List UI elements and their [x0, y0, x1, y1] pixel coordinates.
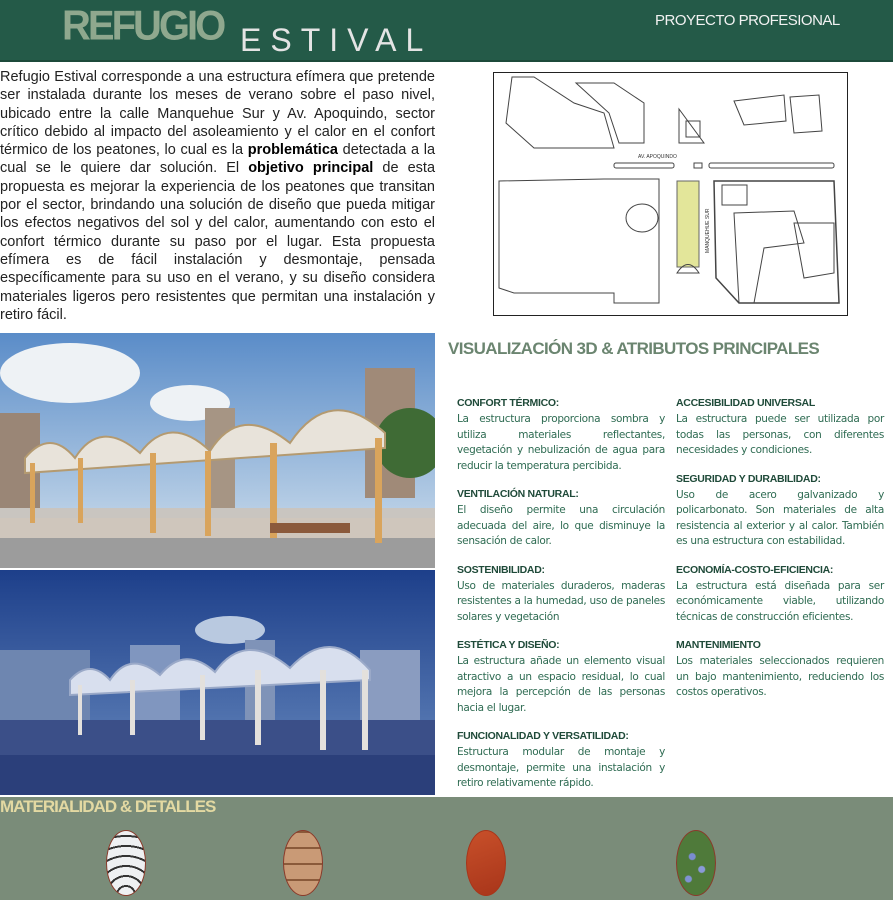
render-dusk — [0, 570, 435, 795]
render-day — [0, 333, 435, 568]
attribute-title: ESTÉTICA Y DISEÑO: — [457, 639, 560, 651]
attribute-estetica — [457, 639, 665, 716]
logo-refugio: REFUGIO — [62, 2, 224, 50]
material-wood-image — [283, 830, 323, 896]
attribute-economia — [676, 564, 884, 626]
attribute-title: SOSTENIBILIDAD: — [457, 563, 545, 576]
attribute-title: FUNCIONALIDAD Y VERSATILIDAD: — [457, 730, 629, 742]
attribute-title: SEGURIDAD Y DURABILIDAD: — [676, 472, 821, 485]
attribute-text: Uso de materiales duraderos, maderas resistentes a la humedad, uso de paneles solares y vegetación — [457, 579, 665, 623]
attribute-accesibilidad — [676, 397, 884, 459]
material-polycarbonate-image — [106, 830, 146, 896]
material-vegetation-image — [676, 830, 716, 896]
project-subtitle: PROYECTO PROFESIONAL — [655, 12, 840, 29]
attributes-right-column — [676, 397, 884, 715]
site-map — [493, 72, 848, 316]
attribute-text: Estructura modular de montaje y desmontaje, permite una instalación y retiro relativamente rápido. — [457, 746, 665, 789]
attribute-title: ECONOMÍA-COSTO-EFICIENCIA: — [676, 563, 834, 576]
attribute-title: ACCESIBILIDAD UNIVERSAL — [676, 397, 815, 409]
material-corten-steel-image — [466, 830, 506, 896]
attribute-seguridad — [676, 473, 884, 550]
intro-paragraph — [0, 68, 435, 324]
attribute-title: VENTILACIÓN NATURAL: — [457, 488, 579, 500]
intro-text: detectada a la cual se le quiere dar solución. El — [0, 142, 436, 177]
attribute-title: CONFORT TÉRMICO: — [457, 397, 559, 409]
attribute-confort-termico — [457, 397, 665, 474]
map-label-manquehue: MANQUEHUE SUR — [705, 208, 711, 253]
attribute-text: Uso de acero galvanizado y policarbonato. Son materiales de alta resistencia al exterior y al calor. También es una estructura con estabilidad. — [676, 488, 884, 547]
attribute-text: Los materiales seleccionados requieren un bajo mantenimiento, reduciendo los costos operativos. — [676, 655, 884, 698]
attribute-ventilacion — [457, 488, 665, 550]
attribute-text: La estructura puede ser utilizada por todas las personas, con diferentes necesidades y condiciones. — [676, 413, 884, 456]
intro-bold-objective: objetivo principal — [248, 160, 374, 177]
header — [0, 0, 893, 62]
attribute-title: MANTENIMIENTO — [676, 639, 761, 651]
attribute-text: La estructura está diseñada para ser económicamente viable, utilizando técnicas de construcción eficientes. — [676, 579, 884, 623]
attribute-text: La estructura añade un elemento visual atractivo a un espacio residual, lo cual mejora la percepción de las personas hacia el lugar. — [457, 655, 665, 714]
intro-text: Refugio Estival corresponde a una estructura efímera que pretende ser instalada durante los meses de verano sobre el paso nivel, ubicado entre la calle Manquehue Sur y Av. Apoquindo, sector crítico debido al impacto del asoleamiento y el calor en el confort térmico de los peatones, lo cual es la — [0, 69, 435, 159]
section-title: VISUALIZACIÓN 3D & ATRIBUTOS PRINCIPALES — [448, 339, 820, 358]
materials-band — [0, 797, 893, 900]
site-highlight — [677, 181, 699, 267]
logo-estival: ESTIVAL — [240, 22, 433, 58]
map-label-apoquindo: AV. APOQUINDO — [638, 154, 677, 160]
intro-bold-problem: problemática — [247, 142, 338, 159]
attribute-sostenibilidad — [457, 564, 665, 626]
intro-text: de esta propuesta es mejorar la experiencia de los peatones que transitan por el sector, brindando una solución de diseño que pueda mitigar los efectos negativos del sol y del calor, aumentando con esto el confort térmico durante su paso por el lugar. Esta propuesta efímera es de fácil instalación y desmontaje, pensada específicamente para su uso en el verano, y su diseño considera materiales ligeros pero resistentes que permitan una instalación y retiro fácil. — [0, 160, 436, 323]
materials-title: MATERIALIDAD & DETALLES — [0, 797, 216, 816]
attribute-funcionalidad — [457, 730, 665, 792]
attribute-mantenimiento — [676, 639, 884, 701]
attribute-text: El diseño permite una circulación adecuada del aire, lo que disminuye la sensación de calor. — [457, 504, 665, 547]
attribute-text: La estructura proporciona sombra y utiliza materiales reflectantes, vegetación y nebulización de agua para reducir la temperatura percibida. — [457, 413, 665, 472]
attributes-left-column — [457, 397, 665, 806]
